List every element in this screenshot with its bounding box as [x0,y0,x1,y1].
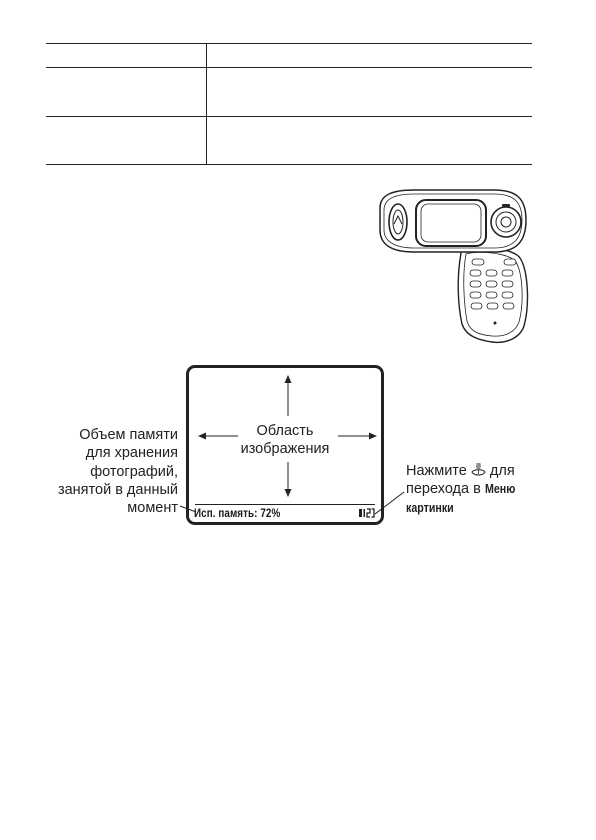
menu-name-bold: Меню [484,481,516,497]
menu-note-text: Нажмите [406,463,467,479]
memory-status-text: Исп. память: 72% [194,506,281,520]
memory-note-line: Объем памяти [79,427,178,443]
menu-note-line-3 [406,499,556,517]
menu-note-text: для [489,463,515,479]
menu-note-text: перехода в [406,481,481,498]
memory-note-line: момент [127,500,178,517]
image-area-label-line1: Область [256,423,314,439]
menu-note-line-2 [406,480,556,498]
memory-note-line: фотографий, [90,463,178,480]
image-area-label-line2: изображения [240,441,330,457]
leader-line-left [180,506,196,512]
leader-line-right [375,492,404,514]
memory-usage-note [50,426,178,517]
menu-key-icon [471,463,486,477]
memory-note-line: для хранения [85,445,178,462]
memory-note-line: занятой в данный [57,481,178,498]
menu-key-note [406,462,556,517]
menu-name-bold: картинки [406,499,454,515]
menu-note-line-1 [406,462,556,480]
